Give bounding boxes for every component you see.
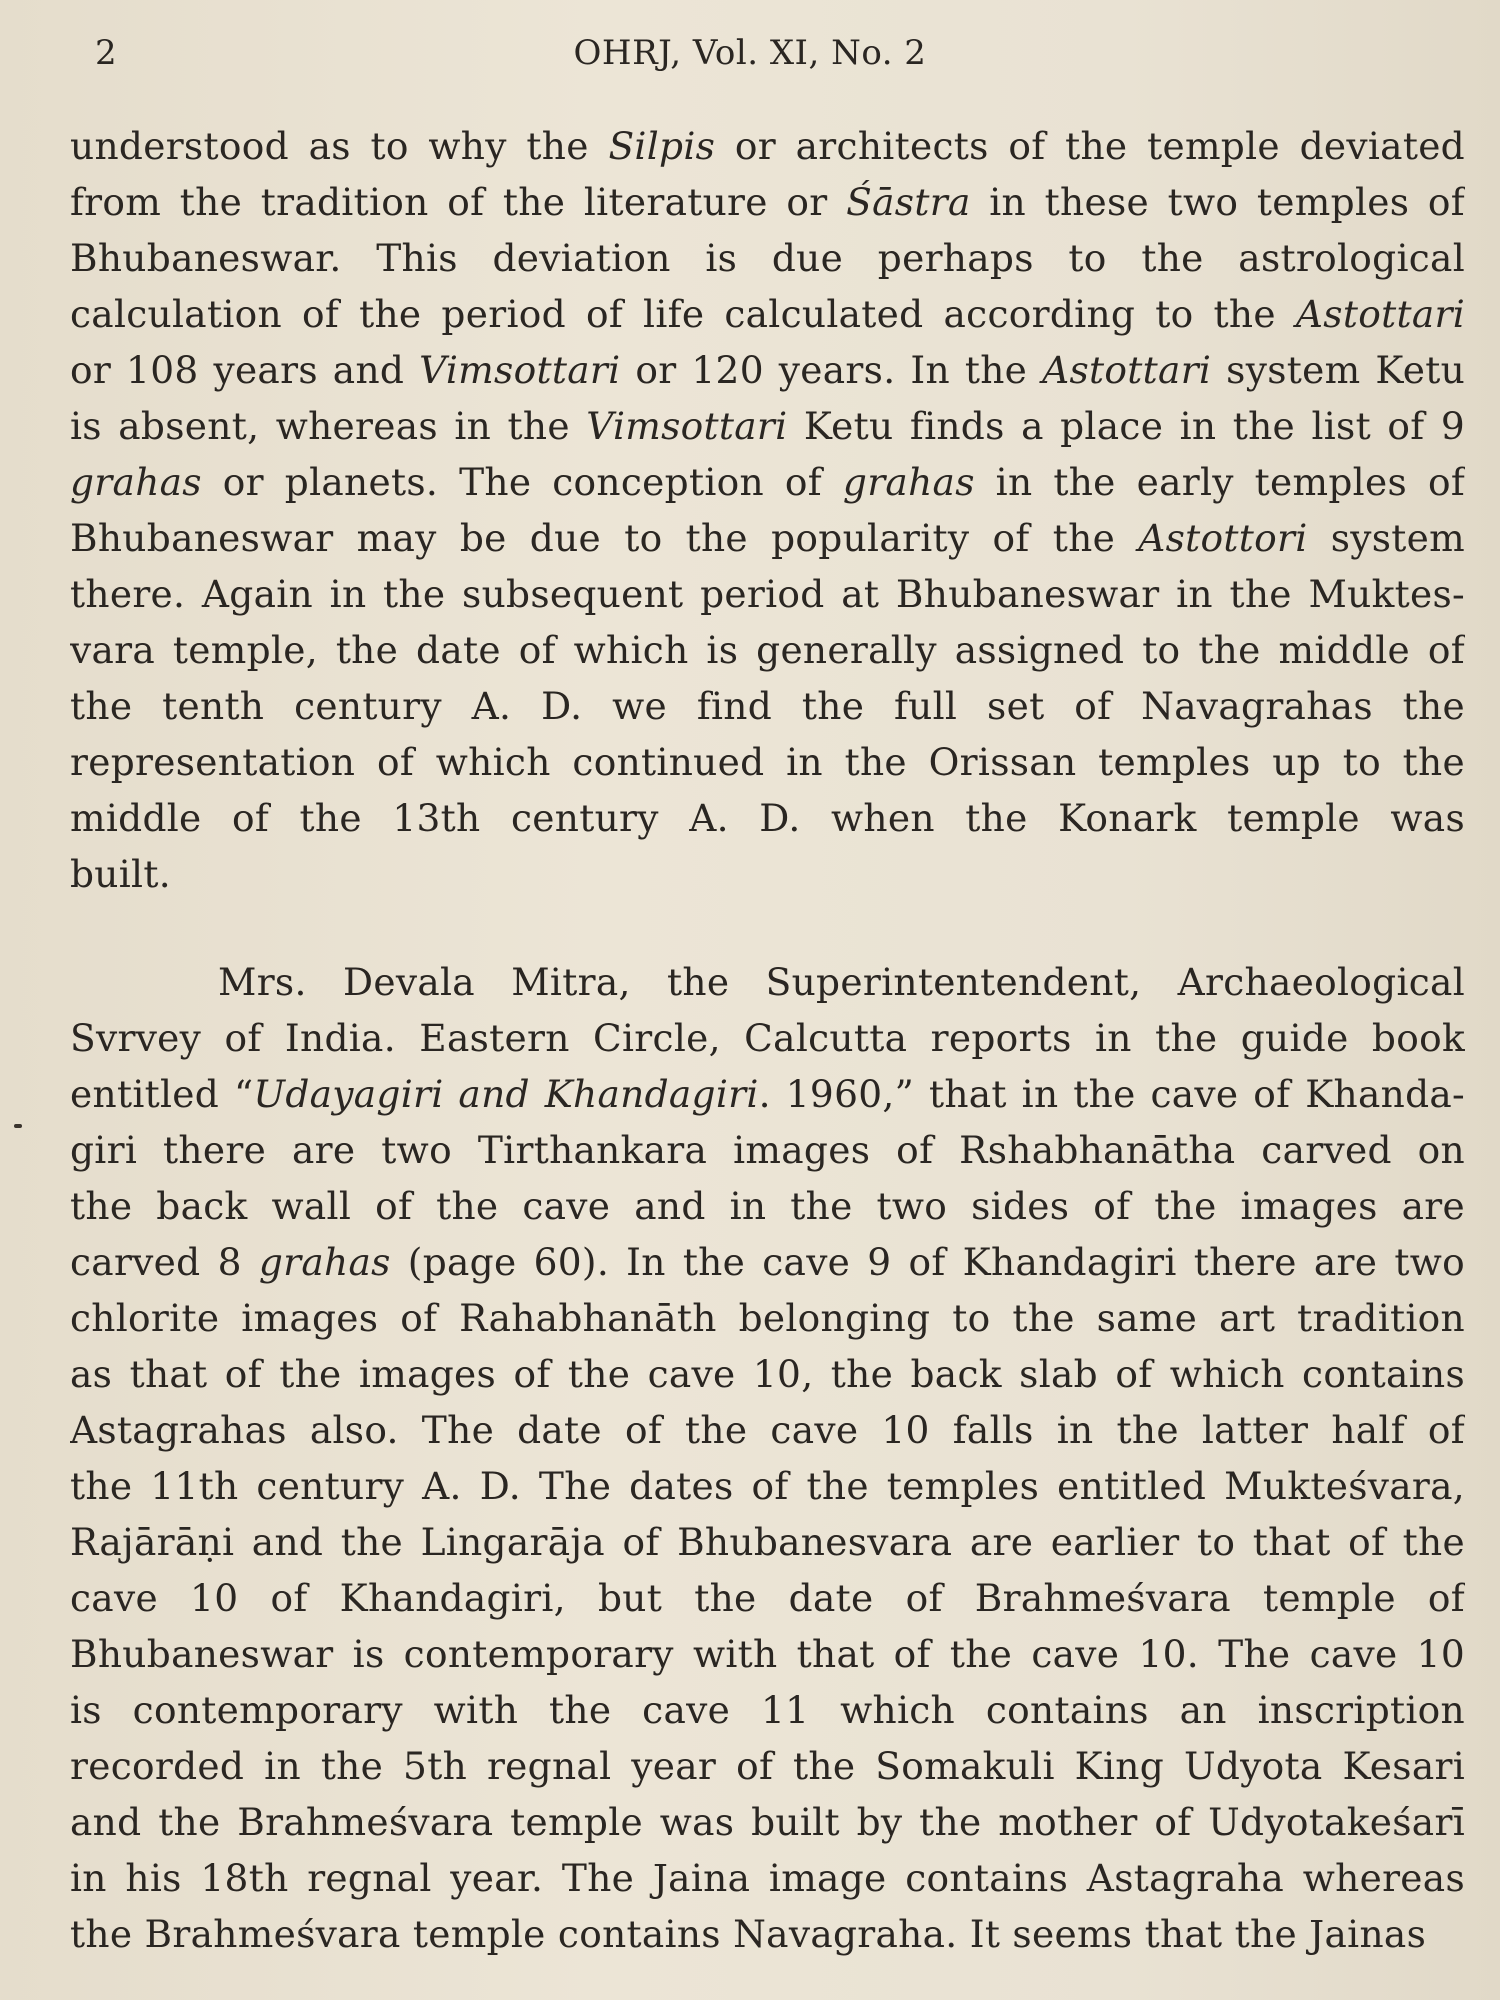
italic-term: grahas	[842, 460, 975, 504]
text-run: entitled “	[70, 1072, 254, 1116]
text-line	[70, 846, 1465, 902]
text-run: or planets. The conception of	[201, 460, 843, 504]
text-line	[70, 1122, 1465, 1178]
paragraph-2	[70, 954, 1465, 1962]
text-run: the tenth century A. D. we find the full set of Navagrahas the	[70, 684, 1465, 728]
italic-term: Silpis	[608, 124, 716, 168]
text-run: or architects of the temple deviated	[715, 124, 1465, 168]
text-line	[70, 1514, 1465, 1570]
text-line	[70, 1570, 1465, 1626]
text-line	[70, 1850, 1465, 1906]
text-run: is absent, whereas in the	[70, 404, 587, 448]
italic-term: Śāstra	[846, 180, 971, 224]
italic-term: Astottari	[1295, 292, 1465, 336]
text-run: Astagrahas also. The date of the cave 10 falls in the latter half of	[70, 1408, 1465, 1452]
text-run: Rajārāṇi and the Lingarāja of Bhubanesvara are earlier to that of the	[70, 1520, 1465, 1564]
italic-term: grahas	[258, 1240, 391, 1284]
italic-term: Vimsottari	[419, 348, 621, 392]
text-line	[70, 1906, 1465, 1962]
ink-speck	[14, 1124, 22, 1128]
text-line	[70, 1066, 1465, 1122]
text-run: built.	[70, 852, 171, 896]
running-head: OHRJ, Vol. XI, No. 2	[573, 33, 927, 73]
text-run: is contemporary with the cave 11 which contains an inscription	[70, 1688, 1465, 1732]
text-run: recorded in the 5th regnal year of the Somakuli King Udyota Kesari	[70, 1744, 1465, 1788]
text-run: carved 8	[70, 1240, 259, 1284]
body-text	[70, 118, 1465, 1962]
text-line	[70, 454, 1465, 510]
text-line	[70, 174, 1465, 230]
italic-term: Udayagiri and Khandagiri	[253, 1072, 759, 1116]
text-run: Svrvey of India. Eastern Circle, Calcutta reports in the guide book	[70, 1016, 1465, 1060]
text-run: in these two temples of	[970, 180, 1465, 224]
text-run: in the early temples of	[974, 460, 1465, 504]
text-run: Bhubaneswar is contemporary with that of the cave 10. The cave 10	[70, 1632, 1465, 1676]
text-run: in his 18th regnal year. The Jaina image contains Astagraha whereas	[70, 1856, 1465, 1900]
text-line	[70, 954, 1465, 1010]
italic-term: Vimsottari	[586, 404, 788, 448]
text-line	[70, 1010, 1465, 1066]
text-line	[70, 734, 1465, 790]
text-line	[70, 566, 1465, 622]
text-line	[70, 1626, 1465, 1682]
text-run: as that of the images of the cave 10, the back slab of which contains	[70, 1352, 1465, 1396]
text-run: understood as to why the	[70, 124, 609, 168]
text-line	[70, 1458, 1465, 1514]
text-run: or 120 years. In the	[620, 348, 1043, 392]
text-run: vara temple, the date of which is generally assigned to the middle of	[70, 628, 1465, 672]
italic-term: Astottari	[1042, 348, 1212, 392]
text-run: representation of which continued in the Orissan temples up to the	[70, 740, 1465, 784]
text-run: from the tradition of the literature or	[70, 180, 847, 224]
text-line	[70, 1682, 1465, 1738]
text-line	[70, 1794, 1465, 1850]
text-line	[70, 118, 1465, 174]
text-line	[70, 622, 1465, 678]
text-line	[70, 230, 1465, 286]
text-line	[70, 1738, 1465, 1794]
text-run: Ketu finds a place in the list of 9	[787, 404, 1465, 448]
text-run: and the Brahmeśvara temple was built by the mother of Udyotakeśarī	[70, 1800, 1465, 1844]
text-run: calculation of the period of life calculated according to the	[70, 292, 1296, 336]
text-line	[70, 1290, 1465, 1346]
text-run: or 108 years and	[70, 348, 420, 392]
text-line	[70, 342, 1465, 398]
text-run: middle of the 13th century A. D. when the Konark temple was	[70, 796, 1465, 840]
text-run: Bhubaneswar may be due to the popularity of the	[70, 516, 1139, 560]
text-line	[70, 398, 1465, 454]
text-line	[70, 678, 1465, 734]
text-run: the back wall of the cave and in the two sides of the images are	[70, 1184, 1465, 1228]
text-run: (page 60). In the cave 9 of Khandagiri there are two	[390, 1240, 1465, 1284]
page-header	[0, 28, 1500, 78]
text-run: Mrs. Devala Mitra, the Superintentendent, Archaeological	[218, 960, 1465, 1004]
text-run: system Ketu	[1211, 348, 1465, 392]
text-line	[70, 286, 1465, 342]
text-run: chlorite images of Rahabhanāth belonging to the same art tradition	[70, 1296, 1465, 1340]
italic-term: grahas	[70, 460, 202, 504]
text-line	[70, 1402, 1465, 1458]
text-line	[70, 510, 1465, 566]
text-run: there. Again in the subsequent period at Bhubaneswar in the Muktes-	[70, 572, 1465, 616]
text-run: system	[1307, 516, 1465, 560]
text-line	[70, 1234, 1465, 1290]
text-line	[70, 790, 1465, 846]
italic-term: Astottori	[1138, 516, 1308, 560]
text-run: cave 10 of Khandagiri, but the date of Brahmeśvara temple of	[70, 1576, 1465, 1620]
paragraph-1	[70, 118, 1465, 902]
text-line	[70, 1346, 1465, 1402]
text-run: . 1960,” that in the cave of Khanda-	[758, 1072, 1465, 1116]
text-run: the 11th century A. D. The dates of the temples entitled Mukteśvara,	[70, 1464, 1465, 1508]
text-run: the Brahmeśvara temple contains Navagraha. It seems that the Jainas	[70, 1912, 1427, 1956]
page-number: 2	[95, 33, 117, 73]
text-line	[70, 1178, 1465, 1234]
text-run: Bhubaneswar. This deviation is due perhaps to the astrological	[70, 236, 1465, 280]
text-run: giri there are two Tirthankara images of Rshabhanātha carved on	[70, 1128, 1465, 1172]
